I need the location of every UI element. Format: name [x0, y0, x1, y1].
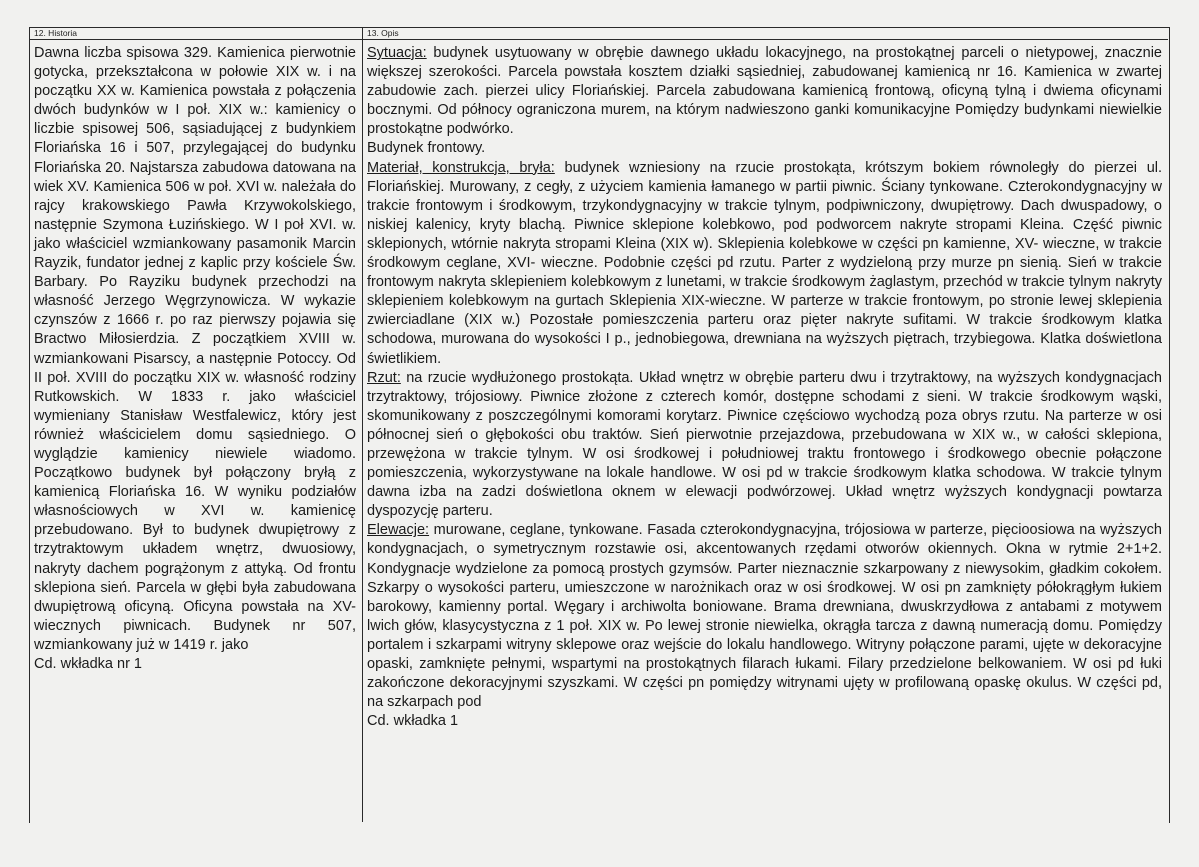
material-paragraph [367, 159, 1162, 369]
header-rule [29, 39, 1168, 40]
plan-label: Rzut: [367, 369, 401, 386]
history-column [34, 44, 356, 674]
situation-paragraph [367, 44, 1162, 139]
description-column [367, 44, 1162, 731]
history-text: Dawna liczba spisowa 329. Kamienica pierwotnie gotycka, przekształcona w połowie XIX w. i na początku XX w. Kamienica powstała z połączenia dwóch budynków w I poł. XIX w.: kamienicy o liczbie spisowej 506, sąsiadującej z budynkiem Floriańska 16 i 507, przylegającej do budynku Floriańska 20. Najstarsza zabudowa datowana na wiek XV. Kamienica 506 w poł. XVI w. należała do rajcy krakowskiego Pawła Krzywokolskiego, następnie Szymona Łuzińskiego. W I poł XVI. w. jako właściciel wzmiankowany pasamonik Marcin Rayzik, fundator jednej z kaplic przy kościele Św. Barbary. Po Rayziku budynek przechodzi na własność Jerzego Węgrzynowicza. W wykazie czynszów z 1666 r. po raz pierwszy pojawia się Bractwo Miłosierdzia. Z początkiem XVIII w. wzmiankowani Pisarscy, a następnie Potoccy. Od II poł. XVIII do początku XIX w. własność rodziny Rutkowskich. W 1833 r. jako właściciel wymieniany Stanisław Westfalewicz, który jest również właścicielem domu sąsiedniego. O wyglądzie kamienicy niewiele wiadomo. Początkowo budynek był połączony bryłą z kamienicą Floriańska 16. W wyniku podziałów własnościowych w XVI w. kamienicę przebudowano. Był to budynek dwupiętrowy z trzytraktowym układem wnętrz, dwuosiowy, nakryty dachem pogrążonym z attyką. Od frontu sklepiona sień. Parcela w głębi była zabudowana dwupiętrową oficyną. Oficyna powstała na XV-wiecznych piwnicach. Budynek nr 507, wzmiankowany już w 1419 r. jako [34, 45, 356, 653]
history-continuation: Cd. wkładka nr 1 [34, 656, 142, 672]
column-divider [362, 27, 363, 822]
elevations-paragraph [367, 521, 1162, 712]
description-continuation: Cd. wkładka 1 [367, 713, 459, 730]
material-label: Materiał, konstrukcja, bryła: [367, 159, 555, 176]
plan-text: na rzucie wydłużonego prostokąta. Układ wnętrz w obrębie parteru dwu i trzytraktowy, na wyższych kondygnacjach trzytraktowy, trójosiowy. Piwnice złożone z czterech komór, dostępne schodami z sieni. W trakcie środkowym wąski, skomunikowany z poszczególnymi komorami korytarz. Piwnice częściowo wychodzą poza obrys rzutu. Na parterze w osi północnej sień o głębokości obu traktów. Sień pierwotnie przejazdowa, przebudowana w XIX w., w całości sklepiona, przewężona w trakcie tylnym. W osi środkowej i południowej traktu frontowego i środkowego obecnie połączone pomieszczenia, wykorzystywane na lokale handlowe. W osi pd w trakcie środkowym klatka schodowa. W trakcie tylnym dawna izba na zadzi doświetlona oknem w elewacji podwórzowej. Układ wnętrz wyższych kondygnacji powtarza dyspozycję parteru. [367, 369, 1162, 520]
elevations-label: Elewacje: [367, 522, 430, 539]
elevations-text: murowane, ceglane, tynkowane. Fasada czterokondygnacyjna, trójosiowa w parterze, pięcioosiowa na wyższych kondygnacjach, o symetrycznym rozstawie osi, akcentowanych rzędami otworów okiennych. Okna w rytmie 2+1+2. Kondygnacje wydzielone za pomocą prostych gzymsów. Parter nieznacznie szkarpowany z niewysokim, gładkim cokołem. Szkarpy o wysokości parteru, umieszczone w narożnikach oraz w osi środkowej. W osi pn zamknięty półokrągłym łukiem barokowy, kamienny portal. Węgary i archiwolta boniowane. Brama drewniana, dwuskrzydłowa z antabami z motywem lwich głów, klasycystyczna z 1 poł. XIX w. Po lewej stronie niewielka, okrągła tarcza z dawną numeracją domu. Pomiędzy portalem i szkarpami witryny sklepowe oraz wejście do lokalu handlowego. Witryny połączone parami, ujęte w dekoracyjne opaski, zamknięte pełnymi, wspartymi na prostokątnych filarach łukami. Filary przedzielone belkowaniem. W osi pd łuki zakończone dekoracyjnymi szyszkami. W części pn pomiędzy witrynami ujęty w profilowaną opaskę okulus. W części pd, na szkarpach pod [367, 522, 1162, 711]
history-header: 12. Historia [34, 28, 77, 38]
situation-text: budynek usytuowany w obrębie dawnego układu lokacyjnego, na prostokątnej parceli o nietypowej, znacznie większej szerokości. Parcela powstała kosztem działki sąsiedniej, zabudowanej kamienicą nr 16. Kamienica w zwartej zabudowie zach. pierzei ulicy Floriańskiej. Parcela zabudowana kamienicą frontową, oficyną tylną i dwiema oficynami bocznymi. Od północy ograniczona murem, na którym nadwieszono ganki komunikacyjne Pomiędzy budynkami niewielkie prostokątne podwórko. [367, 45, 1162, 138]
plan-paragraph [367, 369, 1162, 522]
situation-label: Sytuacja: [367, 45, 427, 61]
description-header: 13. Opis [367, 28, 399, 38]
front-building-heading: Budynek frontowy. [367, 140, 486, 157]
material-text: budynek wzniesiony na rzucie prostokąta, krótszym bokiem równoległy do pierzei ul. Floriańskiej. Murowany, z cegły, z użyciem kamienia łamanego w partii piwnic. Ściany tynkowane. Czterokondygnacyjny w trakcie frontowym i środkowym, trzykondygnacyjny w trakcie tylnym, podpiwniczony, dwupiętrowy. Dach dwuspadowy, o niskiej kalenicy, kryty blachą. Piwnice sklepione kolebkowo, pod podworcem nakryte stropami Kleina. Część piwnic sklepionych, wtórnie nakryta stropami Kleina (XIX w). Sklepienia kolebkowe w części pn kamienne, XV- wieczne, w trakcie środkowym ceglane, XVI- wieczne. Podobnie części pd rzutu. Parter z wydzieloną przy murze pn sienią. Sień w trakcie frontowym nakryta sklepieniem kolebkowym z lunetami, w trakcie środkowym żaglastym, przechód w trakcie tylnym nakryty sklepieniem kolebkowym na gurtach Sklepienia XIX-wieczne. W parterze w trakcie frontowym, po stronie lewej sklepienia zwierciadlane (XIX w.) Pozostałe pomieszczenia parteru oraz pięter nakryte sufitami. W trakcie środkowym klatka schodowa, murowana do wysokości I p., jednobiegowa, drewniana na wyższych piętrach, trzybiegowa. Klatka doświetlona świetlikiem. [367, 159, 1163, 367]
